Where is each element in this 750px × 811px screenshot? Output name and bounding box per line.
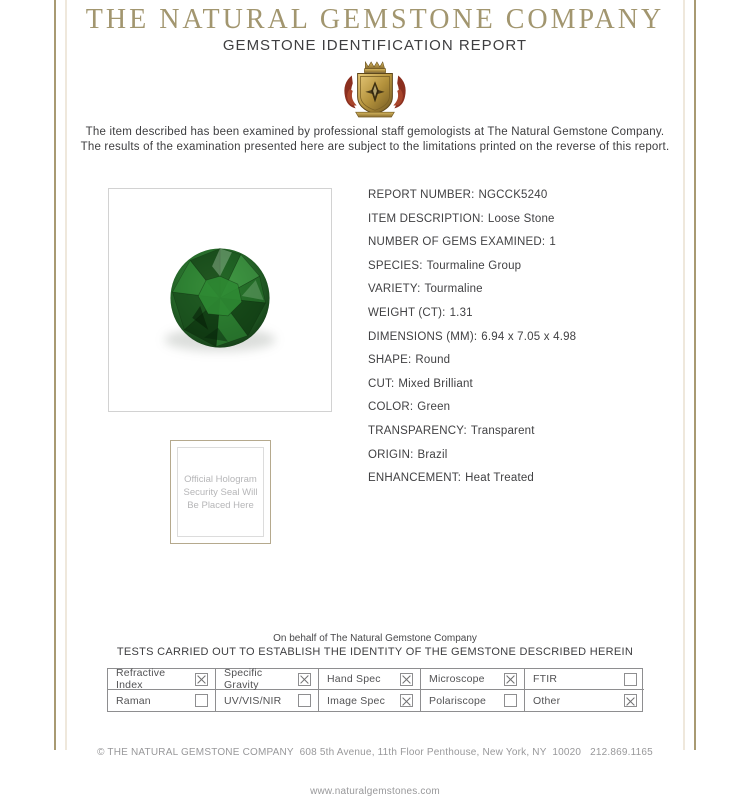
report-field-gems-examined xyxy=(368,236,576,248)
gemstone-photo xyxy=(108,188,332,412)
test-cell-uv-vis-nir xyxy=(216,690,319,711)
field-label: CUT: xyxy=(368,377,395,390)
checkbox-hand-spec xyxy=(400,673,413,686)
field-value: Tourmaline Group xyxy=(426,259,522,272)
field-value: Heat Treated xyxy=(465,472,535,485)
test-label: FTIR xyxy=(533,673,558,685)
report-type-title: GEMSTONE IDENTIFICATION REPORT xyxy=(222,37,528,54)
hologram-line-1: Official Hologram xyxy=(184,473,257,485)
field-value: 1.31 xyxy=(449,306,473,319)
report-field-dimensions xyxy=(368,331,576,343)
tests-table xyxy=(107,668,643,712)
checkbox-other xyxy=(624,694,637,707)
report-field-transparency xyxy=(368,425,576,437)
field-label: SPECIES: xyxy=(368,259,423,272)
hologram-line-2: Security Seal Will xyxy=(183,486,258,498)
test-cell-raman xyxy=(108,690,216,711)
report-field-enhancement xyxy=(368,472,576,484)
test-cell-refractive-index xyxy=(108,669,216,690)
hologram-seal-text xyxy=(177,447,264,537)
footer-website: www.naturalgemstones.com xyxy=(310,786,440,797)
report-field-variety xyxy=(368,283,576,295)
test-cell-image-spec xyxy=(319,690,421,711)
company-crest-icon xyxy=(336,60,414,123)
disclaimer-line-1: The item described has been examined by professional staff gemologists at The Natural Gemstone Company. xyxy=(85,126,665,138)
company-title: THE NATURAL GEMSTONE COMPANY xyxy=(85,4,665,35)
test-label: UV/VIS/NIR xyxy=(224,694,282,707)
test-cell-hand-spec xyxy=(319,669,421,690)
checkbox-ftir xyxy=(624,673,637,686)
field-value: Brazil xyxy=(417,448,448,461)
test-label: Image Spec xyxy=(327,694,386,707)
test-label: Refractive Index xyxy=(116,667,166,691)
test-cell-specific-gravity xyxy=(216,669,319,690)
field-value: Loose Stone xyxy=(487,212,555,225)
tests-heading: TESTS CARRIED OUT TO ESTABLISH THE IDENTITY OF THE GEMSTONE DESCRIBED HEREIN xyxy=(116,646,634,658)
footer-address: © THE NATURAL GEMSTONE COMPANY 608 5th Avenue, 11th Floor Penthouse, New York, NY 10020 212.869.1165 xyxy=(97,747,653,758)
test-label: Microscope xyxy=(429,673,485,685)
test-label: Other xyxy=(533,694,561,707)
field-value: Mixed Brilliant xyxy=(398,377,473,390)
field-value: 6.94 x 7.05 x 4.98 xyxy=(481,330,577,343)
field-label: REPORT NUMBER: xyxy=(368,189,475,201)
report-field-color xyxy=(368,401,576,413)
field-label: ORIGIN: xyxy=(368,448,414,461)
report-field-report-number xyxy=(368,189,576,201)
field-value: 1 xyxy=(549,236,556,249)
test-label: Raman xyxy=(116,694,151,707)
field-value: Tourmaline xyxy=(424,283,483,296)
checkbox-uv-vis-nir xyxy=(298,694,311,707)
on-behalf-text: On behalf of The Natural Gemstone Company xyxy=(273,633,477,644)
field-value: NGCCK5240 xyxy=(478,189,548,201)
gem-illustration xyxy=(109,189,331,411)
report-field-species xyxy=(368,260,576,272)
field-label: ITEM DESCRIPTION: xyxy=(368,212,484,225)
report-field-item-description xyxy=(368,213,576,225)
disclaimer-text xyxy=(80,125,670,155)
report-field-shape xyxy=(368,354,576,366)
field-label: DIMENSIONS (MM): xyxy=(368,330,478,343)
field-value: Green xyxy=(417,401,451,414)
checkbox-polariscope xyxy=(504,694,517,707)
test-label: Hand Spec xyxy=(327,673,381,685)
checkbox-microscope xyxy=(504,673,517,686)
test-cell-ftir xyxy=(525,669,644,690)
test-cell-polariscope xyxy=(421,690,525,711)
field-label: TRANSPARENCY: xyxy=(368,424,467,437)
checkbox-refractive-index xyxy=(195,673,208,686)
report-details-list xyxy=(368,189,576,484)
test-label: Specific Gravity xyxy=(224,667,263,691)
report-field-weight xyxy=(368,307,576,319)
report-field-origin xyxy=(368,449,576,461)
field-value: Transparent xyxy=(470,424,535,437)
test-cell-other xyxy=(525,690,644,711)
checkbox-specific-gravity xyxy=(298,673,311,686)
field-value: Round xyxy=(415,354,451,367)
field-label: ENHANCEMENT: xyxy=(368,472,462,485)
hologram-seal-placeholder xyxy=(170,440,271,544)
field-label: VARIETY: xyxy=(368,283,421,296)
test-label: Polariscope xyxy=(429,694,487,707)
report-field-cut xyxy=(368,378,576,390)
field-label: NUMBER OF GEMS EXAMINED: xyxy=(368,236,546,249)
field-label: SHAPE: xyxy=(368,354,412,367)
hologram-line-3: Be Placed Here xyxy=(187,499,254,511)
footer xyxy=(0,720,750,811)
disclaimer-line-2: The results of the examination presented here are subject to the limitations printed on the reverse of this report. xyxy=(80,141,670,153)
field-label: WEIGHT (CT): xyxy=(368,306,446,319)
checkbox-raman xyxy=(195,694,208,707)
field-label: COLOR: xyxy=(368,401,414,414)
test-cell-microscope xyxy=(421,669,525,690)
checkbox-image-spec xyxy=(400,694,413,707)
